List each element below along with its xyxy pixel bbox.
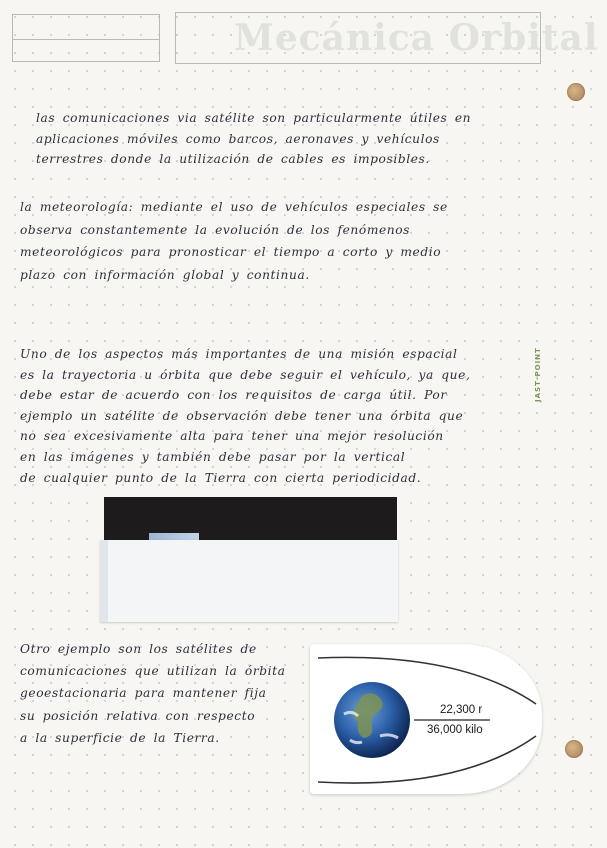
distance-km-label: 36,000 kilo (427, 724, 483, 736)
text-line: la meteorología: mediante el uso de vehículos especiales se (20, 200, 448, 214)
orbit-diagram-graphic (310, 644, 542, 794)
taped-photo-strip (104, 497, 397, 543)
text-line: Otro ejemplo son los satélites de (20, 642, 257, 656)
binder-hole-top (567, 83, 585, 101)
header-title-box (175, 12, 599, 64)
paragraph-geostationary (20, 638, 286, 749)
distance-miles-label: 22,300 r (440, 704, 483, 716)
text-line: no sea excesivamente alta para tener una mejor resolución (20, 429, 444, 444)
text-line: aplicaciones móviles como barcos, aeronaves y vehículos (36, 131, 440, 146)
paper-flap-edge (100, 540, 108, 622)
paragraph-communications (36, 108, 471, 170)
text-line: geoestacionaria para mantener fija (20, 686, 267, 701)
notebook-brand-mark: JAST·POINT (534, 347, 542, 402)
text-line: de cualquier punto de la Tierra con cierta periodicidad. (20, 470, 422, 485)
binder-hole-bottom (565, 740, 583, 758)
text-line: su posición relativa con respecto (20, 708, 256, 723)
page-title: Mecánica Orbital (234, 17, 599, 59)
taped-paper-flap (100, 540, 398, 622)
text-line: terrestres donde la utilización de cables es imposibles. (36, 152, 430, 167)
text-line: observa constantemente la evolución de los fenómenos (20, 222, 411, 237)
text-line: comunicaciones que utilizan la órbita (20, 664, 286, 679)
text-line: ejemplo un satélite de observación debe tener una órbita que (20, 408, 464, 423)
header-date-box (12, 14, 160, 62)
text-line: en las imágenes y también debe pasar por la vertical (20, 449, 406, 464)
earth-globe-icon (334, 682, 410, 758)
paragraph-trajectory (20, 344, 470, 488)
text-line: debe estar de acuerdo con los requisitos de carga útil. Por (20, 388, 447, 403)
geostationary-orbit-diagram (310, 644, 542, 794)
text-line: es la trayectoria u órbita que debe seguir el vehículo, ya que, (20, 367, 471, 382)
text-line: Uno de los aspectos más importantes de una misión espacial (20, 347, 458, 361)
text-line: meteorológicos para pronosticar el tiempo a corto y medio (20, 245, 442, 259)
text-line: las comunicaciones via satélite son particularmente útiles en (36, 111, 472, 125)
paragraph-meteorology (20, 196, 448, 286)
header-box-divider (13, 39, 159, 40)
text-line: a la superficie de la Tierra. (20, 730, 220, 745)
text-line: plazo con información global y continua. (20, 267, 310, 282)
